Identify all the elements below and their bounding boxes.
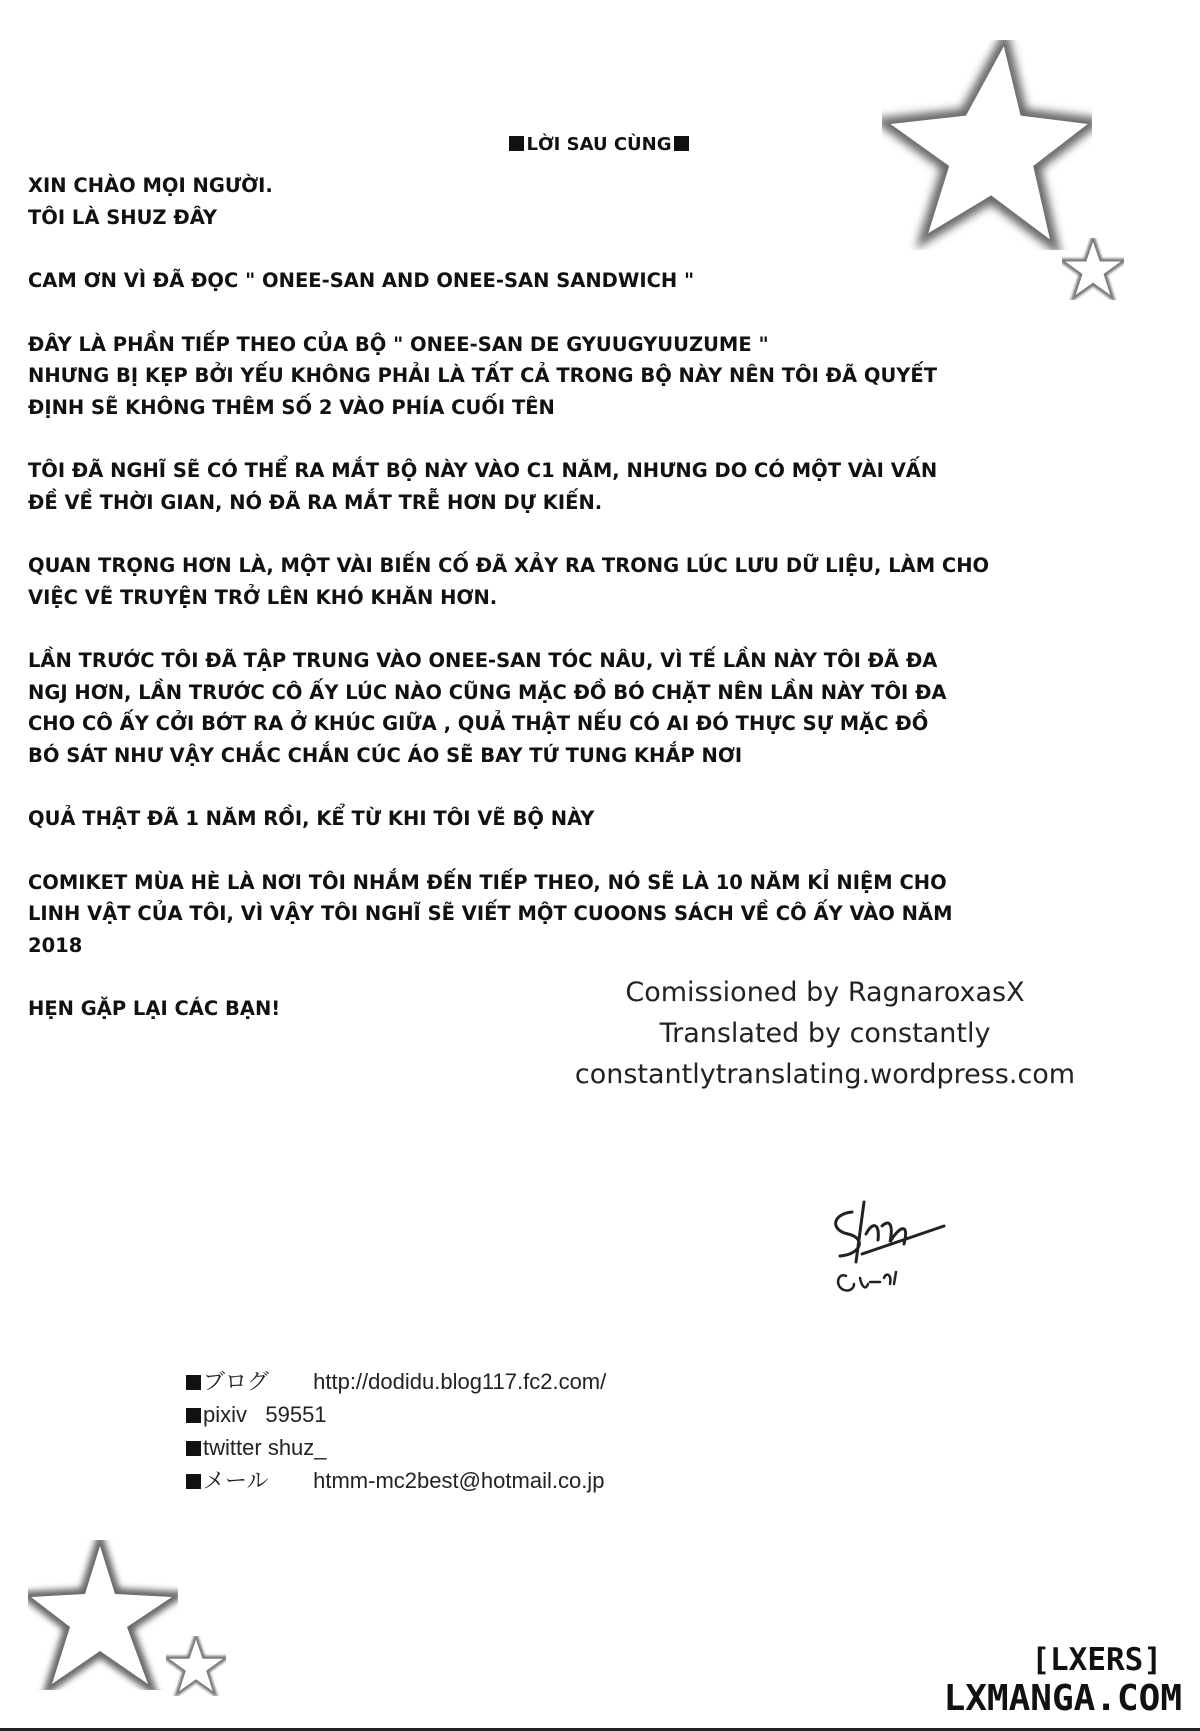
small-star-right-icon	[1062, 238, 1124, 300]
paragraph-year	[28, 803, 1068, 835]
paragraph-sequel	[28, 329, 1068, 424]
text-line: CHO CÔ ẤY CỞI BỚT RA Ở KHÚC GIỮA , QUẢ THẬT NẾU CÓ AI ĐÓ THỰC SỰ MẶC ĐỒ	[28, 712, 929, 735]
paragraph-thanks	[28, 265, 1068, 297]
paragraph-incident	[28, 550, 1068, 613]
contact-label: ブログ	[203, 1369, 270, 1394]
site-watermark	[944, 1641, 1182, 1719]
contact-value: shuz_	[267, 1435, 327, 1460]
contact-blog	[186, 1365, 786, 1398]
contact-label: pixiv	[203, 1402, 248, 1427]
commissioned-by-text: Comissioned by RagnaroxasX	[625, 977, 1025, 1008]
text-line: 2018	[28, 933, 83, 957]
translator-site-text: constantlytranslating.wordpress.com	[574, 1059, 1076, 1090]
text-line: HẸN GẶP LẠI CÁC BẠN!	[28, 997, 281, 1020]
title-text: LỜI SAU CÙNG	[526, 134, 672, 155]
contact-value: 59551	[265, 1402, 327, 1427]
text-line: TÔI ĐÃ NGHĨ SẼ CÓ THỂ RA MẮT BỘ NÀY VÀO C1 NĂM, NHƯNG DO CÓ MỘT VÀI VẤN	[28, 459, 938, 482]
square-bullet-icon	[674, 136, 689, 151]
contact-label: twitter	[203, 1435, 262, 1460]
paragraph-comiket	[28, 867, 1068, 962]
square-bullet-icon	[186, 1408, 201, 1423]
translation-credits	[560, 972, 1090, 1095]
large-star-bottom-left-icon	[28, 1540, 178, 1690]
watermark-line-1: [LXERS]	[1031, 1642, 1162, 1678]
text-line: TÔI LÀ SHUZ ĐÂY	[28, 205, 218, 229]
paragraph-release	[28, 455, 1068, 518]
contact-value: htmm-mc2best@hotmail.co.jp	[313, 1468, 605, 1493]
contact-mail	[186, 1464, 786, 1497]
author-contacts	[186, 1365, 786, 1497]
watermark-line-2: LXMANGA.COM	[943, 1678, 1182, 1719]
text-line: ĐỀ VỀ THỜI GIAN, NÓ ĐÃ RA MẮT TRỄ HƠN DỰ KIẾN.	[28, 490, 603, 514]
text-line: BÓ SÁT NHƯ VẬY CHẮC CHẮN CÚC ÁO SẼ BAY TỨ TUNG KHẮP NƠI	[28, 743, 743, 767]
contact-pixiv	[186, 1398, 786, 1431]
text-line: NGJ HƠN, LẦN TRƯỚC CÔ ẤY LÚC NÀO CŨNG MẶC ĐỒ BÓ CHẶT NÊN LẦN NÀY TÔI ĐA	[28, 680, 947, 704]
paragraph-focus	[28, 645, 1068, 771]
translated-by-text: Translated by constantly	[659, 1018, 991, 1049]
text-line: LẦN TRƯỚC TÔI ĐÃ TẬP TRUNG VÀO ONEE-SAN TÓC NÂU, VÌ TẾ LẦN NÀY TÔI ĐÃ ĐA	[28, 649, 938, 672]
text-line: ĐÂY LÀ PHẦN TIẾP THEO CỦA BỘ " ONEE-SAN DE GYUUGYUUZUME "	[28, 332, 769, 356]
text-line: QUẢ THẬT ĐÃ 1 NĂM RỒI, KỂ TỪ KHI TÔI VẼ BỘ NÀY	[28, 807, 595, 830]
page-title	[0, 134, 1200, 155]
text-line: CAM ƠN VÌ ĐÃ ĐỌC " ONEE-SAN AND ONEE-SAN SANDWICH "	[28, 269, 695, 292]
text-line: QUAN TRỌNG HƠN LÀ, MỘT VÀI BIẾN CỐ ĐÃ XẢY RA TRONG LÚC LƯU DỮ LIỆU, LÀM CHO	[28, 554, 990, 577]
text-line: XIN CHÀO MỌI NGƯỜI.	[28, 174, 273, 197]
text-line: ĐỊNH SẼ KHÔNG THÊM SỐ 2 VÀO PHÍA CUỐI TÊN	[28, 395, 555, 419]
text-line: COMIKET MÙA HÈ LÀ NƠI TÔI NHẮM ĐẾN TIẾP THEO, NÓ SẼ LÀ 10 NĂM KỈ NIỆM CHO	[28, 870, 947, 894]
contact-label: メール	[203, 1468, 269, 1493]
square-bullet-icon	[186, 1441, 201, 1456]
paragraph-greeting	[28, 170, 1068, 233]
afterword-body	[28, 170, 1068, 1057]
small-star-bottom-left-icon	[166, 1636, 226, 1696]
square-bullet-icon	[186, 1375, 201, 1390]
text-line: VIỆC VẼ TRUYỆN TRỞ LÊN KHÓ KHĂN HƠN.	[28, 585, 498, 609]
contact-value: http://dodidu.blog117.fc2.com/	[313, 1369, 607, 1394]
square-bullet-icon	[509, 136, 524, 151]
square-bullet-icon	[186, 1474, 201, 1489]
text-line: LINH VẬT CỦA TÔI, VÌ VẬY TÔI NGHĨ SẼ VIẾT MỘT CUOONS SÁCH VỀ CÔ ẤY VÀO NĂM	[28, 902, 953, 925]
text-line: NHƯNG BỊ KẸP BỞI YẾU KHÔNG PHẢI LÀ TẤT CẢ TRONG BỘ NÀY NÊN TÔI ĐÃ QUYẾT	[28, 364, 938, 387]
author-signature	[822, 1192, 952, 1302]
contact-twitter	[186, 1431, 786, 1464]
